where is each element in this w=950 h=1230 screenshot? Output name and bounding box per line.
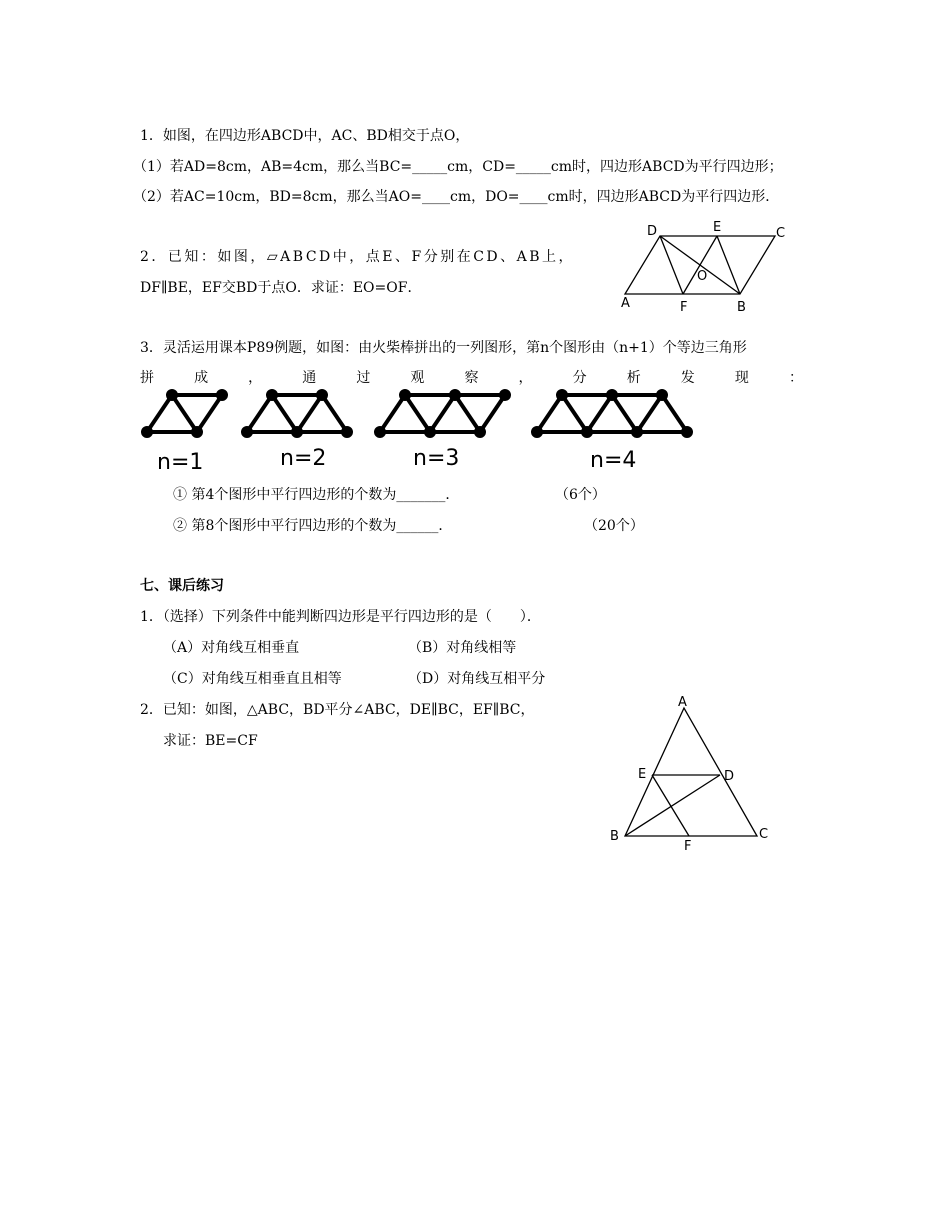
q1-part1: （1）若AD=8cm，AB=4cm，那么当BC=_____cm，CD=_____cm时，四边形ABCD为平行四边形； — [133, 159, 783, 175]
label-d: D — [647, 224, 658, 239]
matchstick-figure-2 — [243, 391, 351, 436]
label-c: C — [776, 226, 786, 241]
q3-char: 成 — [194, 370, 209, 386]
q3-char: ， — [248, 370, 263, 386]
s7-option-a: （A）对角线互相垂直 — [163, 640, 300, 656]
q3-char: 通 — [302, 370, 317, 386]
parallelogram-figure — [615, 218, 795, 318]
matchstick-figures — [135, 385, 705, 475]
q3-char: 析 — [626, 370, 641, 386]
q3-line1: 3．灵活运用课本P89例题，如图：由火柴棒拼出的一列图形，第n个图形由（n+1）个等边三角形 — [140, 340, 747, 356]
figure-label-n2: n=2 — [280, 446, 327, 471]
figure-label-n1: n=1 — [157, 450, 204, 475]
segment-ef — [652, 775, 689, 836]
label-b: B — [610, 829, 619, 844]
matchstick-figure-1 — [143, 391, 226, 436]
q3-char: 拼 — [140, 370, 154, 386]
label-f: F — [680, 300, 688, 315]
label-d: D — [724, 769, 735, 784]
label-a: A — [621, 296, 630, 311]
s7-option-d: （D）对角线互相平分 — [408, 671, 546, 687]
label-c: C — [759, 827, 769, 842]
label-e: E — [713, 220, 722, 235]
q3-char: 察 — [464, 370, 479, 386]
label-f: F — [684, 839, 692, 854]
s7-q2-line2: 求证：BE=CF — [163, 733, 258, 749]
section-heading: 七、课后练习 — [140, 578, 224, 594]
label-e: E — [638, 767, 647, 782]
q2-line2: DF∥BE，EF交BD于点O．求证：EO=OF． — [140, 280, 422, 296]
q3-char: ： — [788, 370, 803, 386]
q3-char: 现 — [734, 370, 749, 386]
q2-line1: 2．已知：如图，▱ABCD中，点E、F分别在CD、AB上， — [140, 249, 576, 265]
q3-char: 分 — [572, 370, 587, 386]
q3-answer2: （20个） — [584, 518, 644, 534]
q3-item2: ② 第8个图形中平行四边形的个数为______． — [173, 518, 453, 534]
q3-answer1: （6个） — [555, 487, 606, 503]
triangle-figure — [600, 690, 780, 855]
s7-q2-line1: 2．已知：如图，△ABC，BD平分∠ABC，DE∥BC，EF∥BC， — [140, 702, 535, 718]
label-o: O — [697, 269, 708, 284]
q3-char: 观 — [410, 370, 425, 386]
q3-char: 发 — [680, 370, 695, 386]
s7-option-b: （B）对角线相等 — [408, 640, 517, 656]
q3-item1: ① 第4个图形中平行四边形的个数为_______． — [173, 487, 460, 503]
q3-char: ， — [518, 370, 533, 386]
q1-title: 1．如图，在四边形ABCD中，AC、BD相交于点O， — [140, 128, 470, 144]
matchstick-figure-3 — [376, 391, 509, 436]
label-b: B — [737, 300, 746, 315]
q1-part2: （2）若AC=10cm，BD=8cm，那么当AO=____cm，DO=____cm时，四边形ABCD为平行四边形． — [133, 189, 780, 205]
q3-char: 过 — [356, 370, 371, 386]
segment-ef — [683, 236, 717, 294]
matchstick-figure-4 — [533, 391, 691, 436]
s7-option-c: （C）对角线互相垂直且相等 — [163, 671, 342, 687]
s7-q1: 1．（选择）下列条件中能判断四边形是平行四边形的是（ ）． — [140, 609, 541, 625]
label-a: A — [678, 695, 687, 710]
figure-label-n3: n=3 — [413, 446, 460, 471]
figure-label-n4: n=4 — [590, 448, 637, 473]
